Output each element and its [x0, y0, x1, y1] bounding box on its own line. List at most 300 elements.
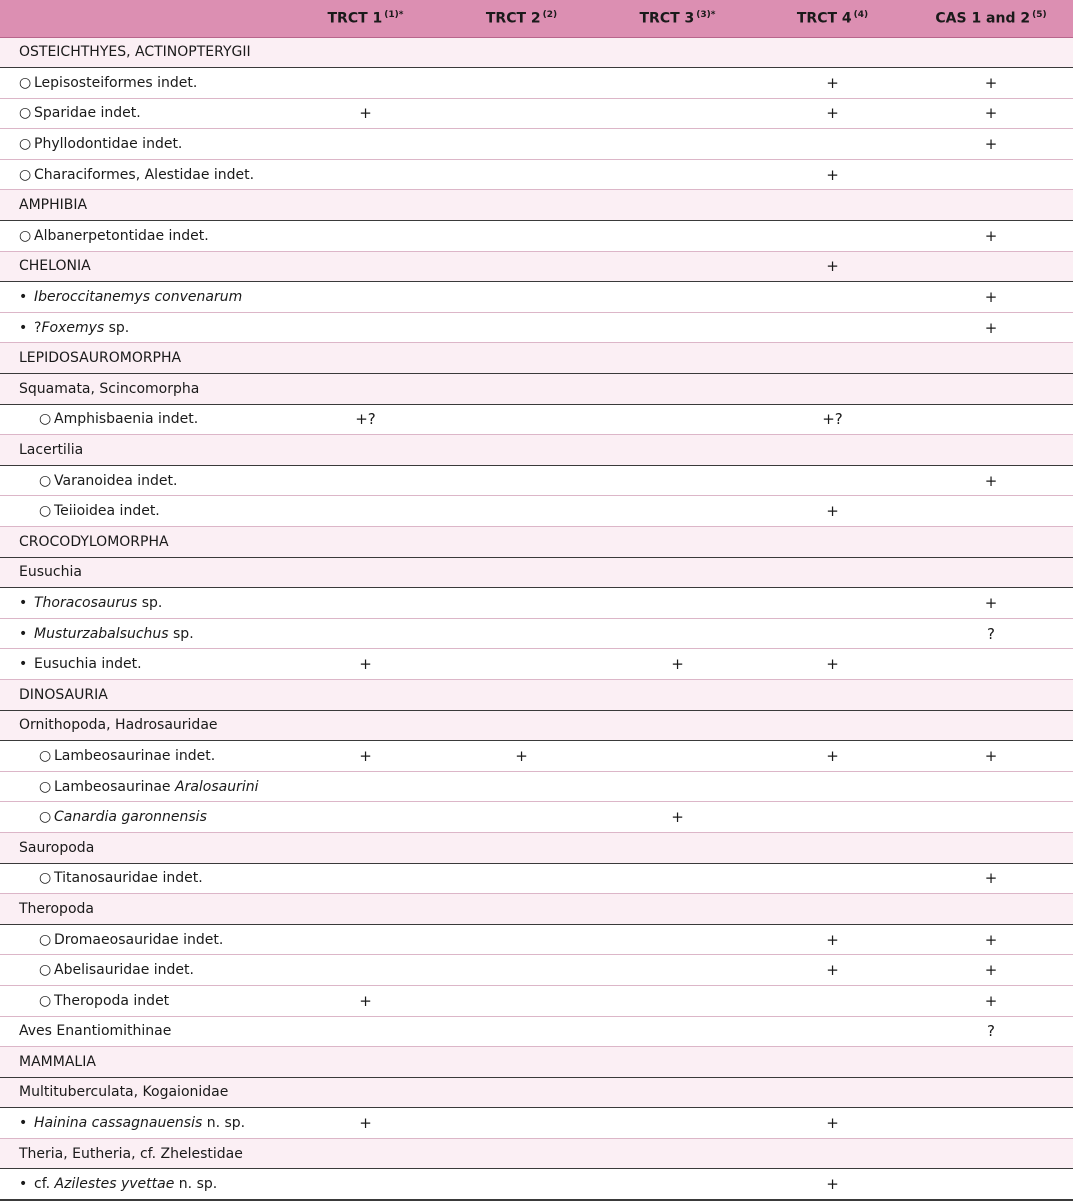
occurrence-mark: + [756, 955, 909, 986]
taxon-name-part: OSTEICHTHYES, ACTINOPTERYGII [19, 44, 251, 61]
occurrence-mark [909, 404, 1073, 435]
taxon-row [0, 863, 1073, 894]
occurrence-mark [756, 343, 909, 374]
occurrence-mark [599, 98, 756, 129]
occurrence-mark [599, 710, 756, 741]
circle-bullet-icon: ○ [39, 931, 52, 948]
occurrence-mark [909, 1077, 1073, 1108]
occurrence-mark [444, 404, 599, 435]
occurrence-mark: + [909, 465, 1073, 496]
occurrence-mark [599, 374, 756, 405]
occurrence-mark [599, 924, 756, 955]
occurrence-mark [756, 588, 909, 619]
taxon-row [0, 955, 1073, 986]
group-row [0, 894, 1073, 925]
taxon-name-part: DINOSAURIA [19, 686, 108, 703]
taxon-name [0, 924, 287, 955]
group-row [0, 435, 1073, 466]
taxon-name-part: Thoracosaurus [34, 594, 138, 611]
taxon-name [0, 771, 287, 802]
occurrence-mark [599, 863, 756, 894]
occurrence-mark [599, 1138, 756, 1169]
occurrence-mark [287, 282, 444, 313]
occurrence-mark [287, 1077, 444, 1108]
occurrence-mark [599, 741, 756, 772]
taxon-name-part: sp. [168, 625, 194, 642]
occurrence-mark: + [909, 312, 1073, 343]
taxon-name [0, 68, 287, 99]
occurrence-mark [444, 1169, 599, 1200]
taxon-name [0, 1016, 287, 1047]
occurrence-mark [909, 832, 1073, 863]
taxon-name [0, 618, 287, 649]
taxon-row [0, 618, 1073, 649]
occurrence-mark [444, 1047, 599, 1078]
taxon-name-part: MAMMALIA [19, 1053, 96, 1070]
taxon-row [0, 159, 1073, 190]
taxon-name-part: AMPHIBIA [19, 197, 88, 214]
occurrence-mark [599, 312, 756, 343]
taxon-name [0, 190, 287, 221]
occurrence-mark: + [287, 649, 444, 680]
occurrence-mark [756, 618, 909, 649]
taxon-name [0, 496, 287, 527]
circle-bullet-icon: ○ [39, 992, 52, 1009]
circle-bullet-icon: ○ [19, 166, 32, 183]
taxon-name-part: n. sp. [174, 1176, 218, 1193]
table-body [0, 37, 1073, 1200]
occurrence-mark [599, 771, 756, 802]
occurrence-mark [599, 618, 756, 649]
occurrence-mark: ? [909, 618, 1073, 649]
bullet-icon: • [19, 625, 28, 642]
taxon-name [0, 741, 287, 772]
occurrence-mark [444, 527, 599, 558]
occurrence-mark [756, 894, 909, 925]
taxon-name-part: Azilestes yvettae [54, 1176, 175, 1193]
occurrence-mark: + [287, 98, 444, 129]
occurrence-mark [444, 1108, 599, 1139]
taxon-name-part: Theropoda indet [54, 992, 170, 1009]
taxon-name [0, 863, 287, 894]
occurrence-mark [599, 894, 756, 925]
bullet-icon: • [19, 289, 28, 306]
occurrence-mark: + [909, 98, 1073, 129]
occurrence-mark [444, 679, 599, 710]
group-row [0, 343, 1073, 374]
occurrence-mark [599, 832, 756, 863]
occurrence-mark: + [756, 251, 909, 282]
occurrence-mark [909, 343, 1073, 374]
occurrence-mark: +? [287, 404, 444, 435]
group-row [0, 1138, 1073, 1169]
taxon-name [0, 251, 287, 282]
occurrence-mark: + [909, 129, 1073, 160]
taxon-row [0, 588, 1073, 619]
occurrence-mark [287, 343, 444, 374]
occurrence-mark: + [909, 924, 1073, 955]
occurrence-mark: + [756, 924, 909, 955]
taxon-name-part: n. sp. [202, 1115, 246, 1132]
occurrence-mark [444, 1138, 599, 1169]
circle-bullet-icon: ○ [39, 870, 52, 887]
occurrence-mark [287, 527, 444, 558]
circle-bullet-icon: ○ [19, 227, 32, 244]
occurrence-mark [287, 802, 444, 833]
occurrence-mark [909, 1047, 1073, 1078]
occurrence-mark [599, 985, 756, 1016]
occurrence-mark [287, 1169, 444, 1200]
taxon-row [0, 282, 1073, 313]
taxon-name-part: Multituberculata, Kogaionidae [19, 1084, 229, 1101]
taxon-name-part: Amphisbaenia indet. [54, 411, 199, 428]
occurrence-mark [444, 221, 599, 252]
occurrence-mark [756, 832, 909, 863]
group-row [0, 1077, 1073, 1108]
taxon-name-part: sp. [104, 319, 130, 336]
group-row [0, 527, 1073, 558]
occurrence-mark [599, 588, 756, 619]
header-label: TRCT 3 [639, 10, 695, 27]
occurrence-mark [599, 37, 756, 68]
taxon-name [0, 527, 287, 558]
group-row [0, 190, 1073, 221]
occurrence-mark [756, 771, 909, 802]
occurrence-mark [444, 37, 599, 68]
circle-bullet-icon: ○ [19, 74, 32, 91]
taxon-row [0, 649, 1073, 680]
occurrence-mark: + [756, 68, 909, 99]
occurrence-mark [287, 771, 444, 802]
group-row [0, 710, 1073, 741]
bullet-icon: • [19, 1115, 28, 1132]
occurrence-mark [599, 1077, 756, 1108]
table-header-row [0, 0, 1073, 37]
taxon-name [0, 649, 287, 680]
occurrence-mark: + [909, 985, 1073, 1016]
taxon-name-part: Ornithopoda, Hadrosauridae [19, 717, 218, 734]
occurrence-mark [444, 832, 599, 863]
occurrence-mark [444, 985, 599, 1016]
occurrence-mark: + [287, 1108, 444, 1139]
occurrence-mark [444, 557, 599, 588]
group-row [0, 251, 1073, 282]
circle-bullet-icon: ○ [39, 962, 52, 979]
taxon-name [0, 221, 287, 252]
occurrence-mark: + [599, 649, 756, 680]
occurrence-mark [909, 159, 1073, 190]
header-locality [756, 0, 909, 37]
occurrence-mark [444, 159, 599, 190]
header-footnote: (4) [853, 9, 869, 20]
occurrence-mark [756, 1016, 909, 1047]
occurrence-mark [287, 924, 444, 955]
occurrence-mark [287, 251, 444, 282]
occurrence-mark [599, 1016, 756, 1047]
occurrence-mark [756, 465, 909, 496]
occurrence-mark [287, 955, 444, 986]
header-footnote: (5) [1032, 9, 1047, 20]
occurrence-mark [287, 435, 444, 466]
occurrence-mark [444, 588, 599, 619]
taxon-name [0, 894, 287, 925]
occurrence-mark [909, 557, 1073, 588]
circle-bullet-icon: ○ [19, 105, 32, 122]
occurrence-mark [444, 374, 599, 405]
taxon-row [0, 985, 1073, 1016]
taxon-name-part: cf. [34, 1176, 55, 1193]
occurrence-mark [756, 312, 909, 343]
occurrence-mark [287, 588, 444, 619]
occurrence-mark: + [287, 741, 444, 772]
taxon-name [0, 343, 287, 374]
taxon-name-part: CROCODYLOMORPHA [19, 533, 169, 550]
occurrence-mark: + [756, 496, 909, 527]
occurrence-mark [909, 710, 1073, 741]
occurrence-mark [599, 1108, 756, 1139]
occurrence-mark: + [444, 741, 599, 772]
taxon-name [0, 955, 287, 986]
taxon-row [0, 465, 1073, 496]
occurrence-mark [909, 251, 1073, 282]
occurrence-mark [599, 465, 756, 496]
header-label: TRCT 1 [327, 10, 383, 27]
taxon-name [0, 710, 287, 741]
occurrence-mark [287, 832, 444, 863]
occurrence-mark [444, 710, 599, 741]
taxon-name-part: Iberoccitanemys convenarum [34, 289, 243, 306]
occurrence-mark [909, 802, 1073, 833]
taxon-name-part: Aralosaurini [175, 778, 259, 795]
occurrence-mark [909, 679, 1073, 710]
taxon-name [0, 1108, 287, 1139]
occurrence-mark [287, 68, 444, 99]
occurrence-mark [444, 343, 599, 374]
circle-bullet-icon: ○ [19, 136, 32, 153]
occurrence-mark [287, 863, 444, 894]
occurrence-mark [444, 955, 599, 986]
occurrence-mark [599, 496, 756, 527]
occurrence-mark [756, 221, 909, 252]
circle-bullet-icon: ○ [39, 747, 52, 764]
taxon-row [0, 221, 1073, 252]
occurrence-mark: + [909, 282, 1073, 313]
taxon-name [0, 404, 287, 435]
taxon-name [0, 37, 287, 68]
occurrence-mark [287, 1016, 444, 1047]
taxon-name [0, 588, 287, 619]
taxon-name-part: Foxemys [41, 319, 105, 336]
taxon-name [0, 159, 287, 190]
occurrence-mark [444, 190, 599, 221]
taxon-name-part: Eusuchia [19, 564, 82, 581]
bullet-icon: • [19, 594, 28, 611]
taxon-name-part: Theria, Eutheria, cf. Zhelestidae [19, 1145, 243, 1162]
taxon-name-part: Albanerpetontidae indet. [34, 227, 209, 244]
circle-bullet-icon: ○ [39, 411, 52, 428]
occurrence-mark [287, 710, 444, 741]
occurrence-mark [909, 1138, 1073, 1169]
occurrence-mark [444, 251, 599, 282]
occurrence-mark [909, 496, 1073, 527]
taxon-name-part: Hainina cassagnauensis [34, 1115, 203, 1132]
occurrence-mark: + [909, 68, 1073, 99]
taxon-name [0, 282, 287, 313]
taxon-name-part: ? [34, 319, 42, 336]
taxon-name [0, 129, 287, 160]
circle-bullet-icon: ○ [39, 809, 52, 826]
taxon-name-part: Lepisosteiformes indet. [34, 74, 198, 91]
taxon-name-part: Lacertilia [19, 442, 84, 459]
taxon-name [0, 679, 287, 710]
occurrence-mark [444, 129, 599, 160]
taxon-name-part: Aves Enantiomithinae [19, 1023, 172, 1040]
taxon-row [0, 98, 1073, 129]
occurrence-mark [756, 985, 909, 1016]
bullet-icon: • [19, 319, 28, 336]
taxon-name-part: Sparidae indet. [34, 105, 141, 122]
occurrence-mark [287, 618, 444, 649]
taxon-name-part: CHELONIA [19, 258, 91, 275]
taxon-name-part: Squamata, Scincomorpha [19, 380, 200, 397]
group-row [0, 1047, 1073, 1078]
header-locality [444, 0, 599, 37]
occurrence-mark [287, 557, 444, 588]
taxon-name-part: Lambeosaurinae [54, 778, 175, 795]
occurrence-mark [444, 68, 599, 99]
header-footnote: (1)* [384, 9, 404, 20]
occurrence-mark [287, 679, 444, 710]
taxon-name-part: Lambeosaurinae indet. [54, 747, 216, 764]
taxon-row [0, 802, 1073, 833]
header-footnote: (3)* [696, 9, 716, 20]
taxon-name-part: Teiioidea indet. [54, 503, 160, 520]
taxon-name-part: LEPIDOSAUROMORPHA [19, 350, 182, 367]
occurrence-mark [444, 863, 599, 894]
occurrence-mark [909, 771, 1073, 802]
header-label: TRCT 4 [796, 10, 852, 27]
bullet-icon: • [19, 1176, 28, 1193]
occurrence-mark [287, 374, 444, 405]
header-label: CAS 1 and 2 [935, 10, 1031, 27]
occurrence-mark [444, 618, 599, 649]
occurrence-mark: + [599, 802, 756, 833]
taxon-name-part: Phyllodontidae indet. [34, 136, 183, 153]
taxon-name-part: Titanosauridae indet. [54, 870, 203, 887]
taxon-name [0, 832, 287, 863]
taxon-name-part: Eusuchia indet. [34, 656, 142, 673]
header-locality [599, 0, 756, 37]
occurrence-mark [756, 802, 909, 833]
occurrence-mark [599, 159, 756, 190]
occurrence-mark [599, 343, 756, 374]
occurrence-mark [287, 37, 444, 68]
taxon-row [0, 1169, 1073, 1200]
taxon-name [0, 312, 287, 343]
occurrence-mark [756, 37, 909, 68]
taxon-row [0, 771, 1073, 802]
circle-bullet-icon: ○ [39, 778, 52, 795]
occurrence-mark [444, 435, 599, 466]
occurrence-mark [599, 527, 756, 558]
taxon-name-part: Abelisauridae indet. [54, 962, 194, 979]
occurrence-mark: + [756, 649, 909, 680]
taxon-name [0, 435, 287, 466]
taxon-name-part: Canardia garonnensis [54, 809, 207, 826]
taxon-row [0, 1108, 1073, 1139]
occurrence-mark [444, 894, 599, 925]
occurrence-mark [599, 404, 756, 435]
occurrence-mark [444, 1077, 599, 1108]
taxon-name [0, 98, 287, 129]
occurrence-mark [756, 190, 909, 221]
taxon-row [0, 924, 1073, 955]
occurrence-mark [909, 894, 1073, 925]
occurrence-mark [444, 465, 599, 496]
occurrence-mark [909, 1108, 1073, 1139]
occurrence-mark [287, 496, 444, 527]
occurrence-mark [909, 1169, 1073, 1200]
bullet-icon: • [19, 656, 28, 673]
occurrence-mark [756, 710, 909, 741]
occurrence-mark [287, 465, 444, 496]
occurrence-mark [909, 374, 1073, 405]
occurrence-mark: + [909, 955, 1073, 986]
occurrence-mark: + [909, 221, 1073, 252]
occurrence-mark [599, 1047, 756, 1078]
taxon-name-part: Dromaeosauridae indet. [54, 931, 224, 948]
header-locality [909, 0, 1073, 37]
occurrence-mark [444, 1016, 599, 1047]
occurrence-mark [444, 282, 599, 313]
occurrence-mark [756, 1077, 909, 1108]
taxon-name [0, 557, 287, 588]
occurrence-mark [599, 1169, 756, 1200]
occurrence-mark [599, 955, 756, 986]
occurrence-mark [599, 129, 756, 160]
occurrence-mark [756, 527, 909, 558]
taxon-name-part: Varanoidea indet. [54, 472, 178, 489]
occurrence-mark [756, 863, 909, 894]
occurrence-mark [444, 312, 599, 343]
occurrence-mark [909, 435, 1073, 466]
occurrence-mark [599, 679, 756, 710]
taxon-name [0, 374, 287, 405]
occurrence-mark [444, 496, 599, 527]
occurrence-mark [756, 282, 909, 313]
occurrence-mark: ? [909, 1016, 1073, 1047]
occurrence-mark: + [756, 741, 909, 772]
taxon-name [0, 1077, 287, 1108]
occurrence-mark [599, 557, 756, 588]
occurrence-mark: +? [756, 404, 909, 435]
occurrence-mark [287, 221, 444, 252]
taxon-name [0, 1169, 287, 1200]
taxon-name [0, 1047, 287, 1078]
circle-bullet-icon: ○ [39, 472, 52, 489]
taxon-name [0, 1138, 287, 1169]
occurrence-mark [599, 282, 756, 313]
occurrence-mark [909, 649, 1073, 680]
occurrence-mark [287, 1138, 444, 1169]
occurrence-mark: + [756, 98, 909, 129]
group-row [0, 832, 1073, 863]
taxon-name-part: Musturzabalsuchus [34, 625, 169, 642]
occurrence-mark: + [756, 1108, 909, 1139]
taxon-row [0, 1016, 1073, 1047]
occurrence-mark: + [287, 985, 444, 1016]
circle-bullet-icon: ○ [39, 503, 52, 520]
